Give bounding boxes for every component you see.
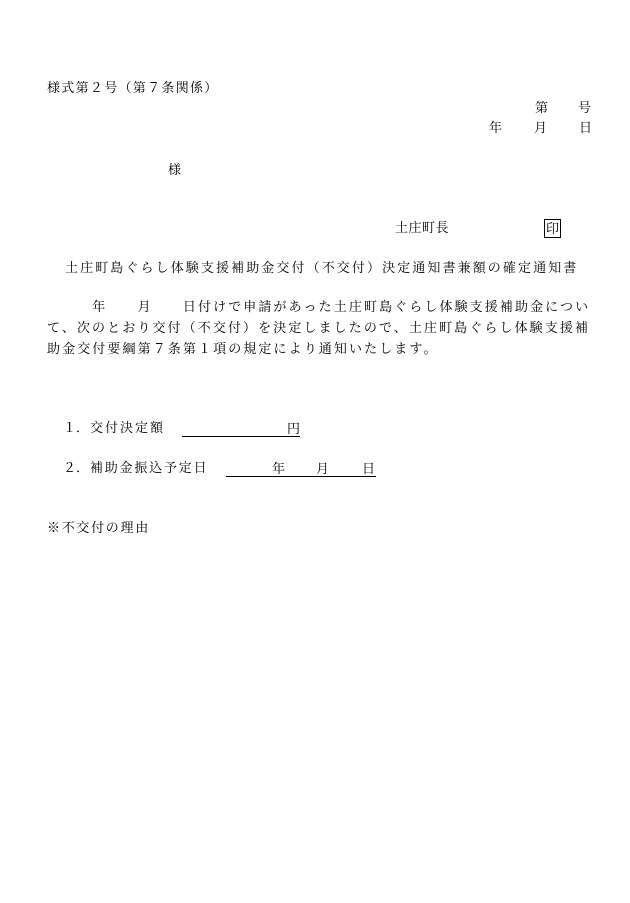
body-line: 年 月 日付けで申請があった土庄町島ぐらし体験支援補助金につい xyxy=(47,299,591,314)
grant-amount-field xyxy=(182,421,300,437)
item-number: ２． xyxy=(63,460,90,475)
transfer-date-field xyxy=(226,461,376,477)
issue-date-day: 日 xyxy=(579,120,593,135)
transfer-date-day: 日 xyxy=(362,461,376,476)
body-line: て、次のとおり交付（不交付）を決定しましたので、土庄町島ぐらし体験支援補 xyxy=(47,320,591,335)
issuer-name: 土庄町長 xyxy=(395,220,450,235)
transfer-date-year: 年 xyxy=(272,461,286,476)
transfer-date-month: 月 xyxy=(316,461,330,476)
item-label: 交付決定額 xyxy=(90,420,166,435)
form-number: 様式第２号（第７条関係） xyxy=(47,80,219,95)
non-grant-reason-label: ※不交付の理由 xyxy=(47,520,150,535)
document-number-prefix: 第 xyxy=(535,100,549,115)
document-title: 土庄町島ぐらし体験支援補助金交付（不交付）決定通知書兼額の確定通知書 xyxy=(65,260,579,275)
item-number: １． xyxy=(63,420,90,435)
addressee-honorific: 様 xyxy=(168,162,182,177)
item-label: 補助金振込予定日 xyxy=(90,460,209,475)
issue-date-year: 年 xyxy=(489,120,503,135)
document-number-suffix: 号 xyxy=(578,100,592,115)
body-line: 助金交付要綱第７条第１項の規定により通知いたします。 xyxy=(47,341,439,356)
issue-date-month: 月 xyxy=(534,120,548,135)
seal-mark: 印 xyxy=(545,221,559,236)
currency-unit: 円 xyxy=(287,421,301,436)
